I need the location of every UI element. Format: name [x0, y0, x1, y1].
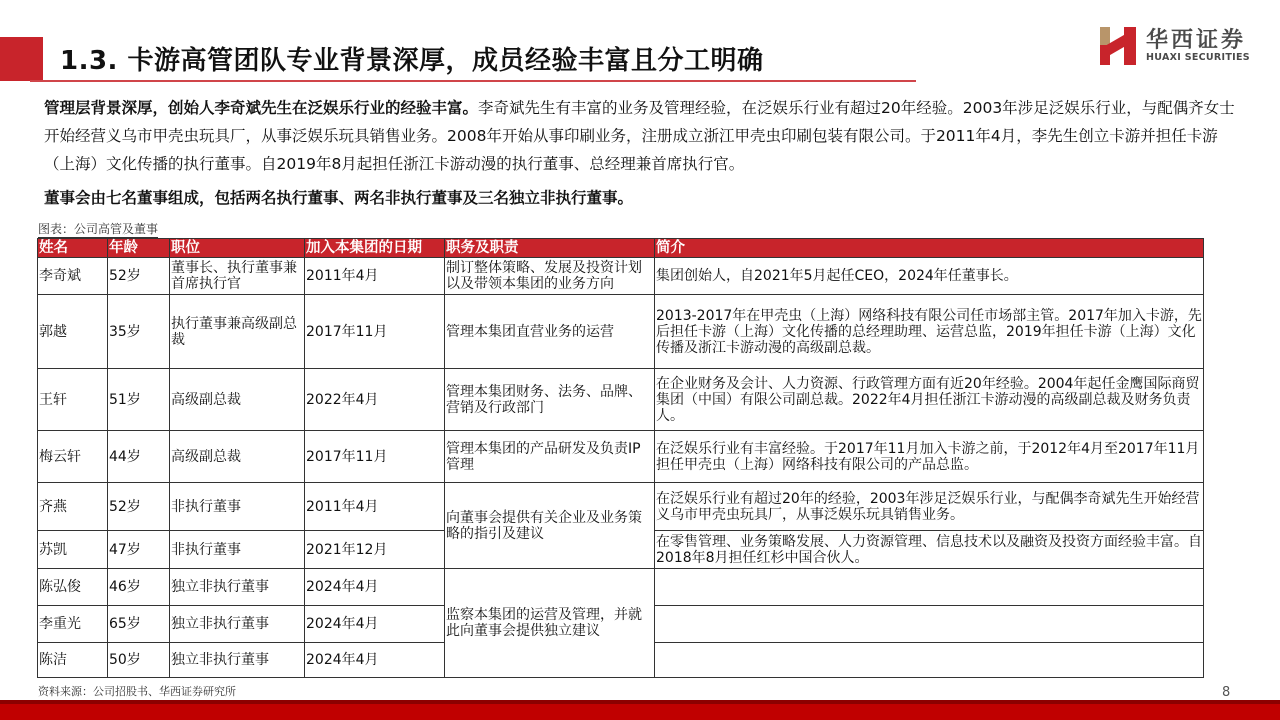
page-number: 8	[1222, 685, 1231, 700]
header-name: 姓名	[38, 239, 108, 258]
source-note: 资料来源：公司招股书、华西证券研究所	[38, 685, 236, 698]
cell-bio: 在企业财务及会计、人力资源、行政管理方面有近20年经验。2004年起任金鹰国际商贸集团（中国）有限公司副总裁。2022年4月担任浙江卡游动漫的高级副总裁及财务负责人。	[655, 369, 1204, 431]
cell-age: 65岁	[108, 606, 170, 643]
header-bio: 简介	[655, 239, 1204, 258]
cell-position: 独立非执行董事	[170, 569, 305, 606]
huaxi-h-logo-icon	[1100, 27, 1136, 65]
title-accent-block	[0, 37, 43, 81]
cell-duty: 制订整体策略、发展及投资计划以及带领本集团的业务方向	[445, 258, 655, 295]
cell-age: 51岁	[108, 369, 170, 431]
page-title: 1.3. 卡游高管团队专业背景深厚，成员经验丰富且分工明确	[60, 46, 764, 76]
board-summary: 董事会由七名董事组成，包括两名执行董事、两名非执行董事及三名独立非执行董事。	[44, 189, 634, 207]
cell-age: 44岁	[108, 431, 170, 483]
cell-name: 陈洁	[38, 643, 108, 678]
cell-bio	[655, 569, 1204, 606]
header-age: 年龄	[108, 239, 170, 258]
huaxi-logo	[1100, 26, 1250, 66]
cell-name: 陈弘俊	[38, 569, 108, 606]
logo-english-name: HUAXI SECURITIES	[1146, 52, 1250, 63]
intro-lead: 管理层背景深厚，创始人李奇斌先生在泛娱乐行业的经验丰富。	[44, 99, 479, 117]
cell-age: 35岁	[108, 295, 170, 369]
table-row	[38, 295, 1204, 369]
cell-name: 苏凯	[38, 531, 108, 569]
cell-name: 郭越	[38, 295, 108, 369]
cell-bio: 2013-2017年在甲壳虫（上海）网络科技有限公司任市场部主管。2017年加入卡游，先后担任卡游（上海）文化传播的总经理助理、运营总监，2019年担任卡游（上海）文化传播及浙江卡游动漫的高级副总裁。	[655, 295, 1204, 369]
cell-bio: 在泛娱乐行业有丰富经验。于2017年11月加入卡游之前，于2012年4月至2017年11月担任甲壳虫（上海）网络科技有限公司的产品总监。	[655, 431, 1204, 483]
cell-age: 50岁	[108, 643, 170, 678]
cell-duty: 管理本集团直营业务的运营	[445, 295, 655, 369]
cell-age: 52岁	[108, 258, 170, 295]
cell-join-date: 2024年4月	[305, 569, 445, 606]
cell-join-date: 2017年11月	[305, 431, 445, 483]
cell-join-date: 2022年4月	[305, 369, 445, 431]
cell-position: 董事长、执行董事兼首席执行官	[170, 258, 305, 295]
cell-bio: 集团创始人，自2021年5月起任CEO，2024年任董事长。	[655, 258, 1204, 295]
cell-join-date: 2017年11月	[305, 295, 445, 369]
cell-position: 执行董事兼高级副总裁	[170, 295, 305, 369]
intro-paragraph	[44, 94, 1244, 178]
cell-bio: 在泛娱乐行业有超过20年的经验，2003年涉足泛娱乐行业，与配偶李奇斌先生开始经营义乌市甲壳虫玩具厂，从事泛娱乐玩具销售业务。	[655, 483, 1204, 531]
cell-name: 李奇斌	[38, 258, 108, 295]
table-header-row	[38, 239, 1204, 258]
header-join-date: 加入本集团的日期	[305, 239, 445, 258]
header-position: 职位	[170, 239, 305, 258]
cell-name: 梅云轩	[38, 431, 108, 483]
cell-position: 独立非执行董事	[170, 606, 305, 643]
cell-position: 非执行董事	[170, 483, 305, 531]
cell-position: 独立非执行董事	[170, 643, 305, 678]
cell-duty: 管理本集团财务、法务、品牌、营销及行政部门	[445, 369, 655, 431]
cell-duty: 向董事会提供有关企业及业务策略的指引及建议	[445, 483, 655, 569]
cell-join-date: 2021年12月	[305, 531, 445, 569]
footer-band	[0, 704, 1280, 720]
title-divider	[30, 80, 916, 82]
cell-position: 高级副总裁	[170, 431, 305, 483]
cell-name: 王轩	[38, 369, 108, 431]
logo-chinese-name: 华西证券	[1146, 27, 1247, 53]
cell-position: 高级副总裁	[170, 369, 305, 431]
table-row	[38, 258, 1204, 295]
table-row	[38, 483, 1204, 531]
table-row	[38, 569, 1204, 606]
table-row	[38, 369, 1204, 431]
cell-name: 李重光	[38, 606, 108, 643]
cell-duty: 管理本集团的产品研发及负责IP管理	[445, 431, 655, 483]
cell-bio	[655, 606, 1204, 643]
cell-join-date: 2011年4月	[305, 483, 445, 531]
header-duty: 职务及职责	[445, 239, 655, 258]
cell-age: 47岁	[108, 531, 170, 569]
cell-age: 52岁	[108, 483, 170, 531]
cell-join-date: 2024年4月	[305, 643, 445, 678]
table-caption: 图表：公司高管及董事	[38, 222, 159, 236]
cell-bio: 在零售管理、业务策略发展、人力资源管理、信息技术以及融资及投资方面经验丰富。自2018年8月担任红杉中国合伙人。	[655, 531, 1204, 569]
executives-table	[37, 238, 1204, 678]
table-row	[38, 431, 1204, 483]
cell-bio	[655, 643, 1204, 678]
cell-name: 齐燕	[38, 483, 108, 531]
cell-join-date: 2024年4月	[305, 606, 445, 643]
cell-position: 非执行董事	[170, 531, 305, 569]
cell-age: 46岁	[108, 569, 170, 606]
intro-body: 李奇斌先生有丰富的业务及管理经验，在泛娱乐行业有超过20年经验。2003年涉足泛娱乐行业，与配偶齐女士开始经营义乌市甲壳虫玩具厂，从事泛娱乐玩具销售业务。2008年开始从事印刷业务，注册成立浙江甲壳虫印刷包装有限公司。于2011年4月，李先生创立卡游并担任卡游（上海）文化传播的执行董事。自2019年8月起担任浙江卡游动漫的执行董事、总经理兼首席执行官。	[44, 99, 1235, 173]
cell-join-date: 2011年4月	[305, 258, 445, 295]
cell-duty: 监察本集团的运营及管理，并就此向董事会提供独立建议	[445, 569, 655, 678]
